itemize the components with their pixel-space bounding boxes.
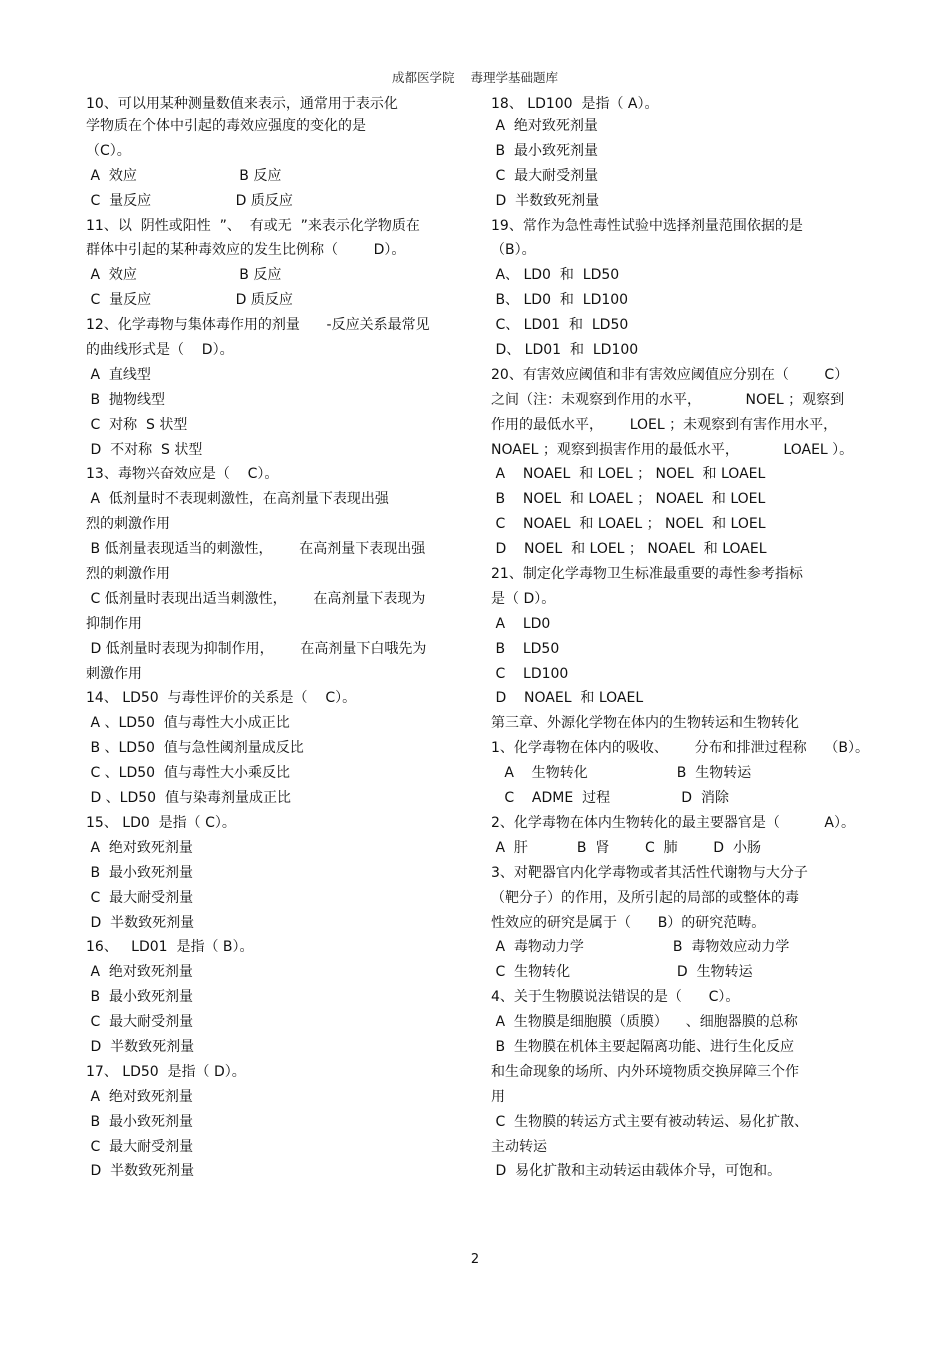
text-line: 烈的刺激作用	[86, 516, 170, 533]
text-line: NOAEL ；观察到损害作用的最低水平， LOAEL ）。	[491, 441, 854, 458]
text-line: C 量反应 D 质反应	[86, 192, 293, 209]
left-column	[86, 92, 458, 1184]
text-line: B 低剂量表现适当的刺激性， 在高剂量下表现出强	[86, 541, 426, 558]
text-line: A 、LD50 值与毒性大小成正比	[86, 715, 290, 732]
text-line: 之间（注：未观察到作用的水平， NOEL ；观察到	[491, 391, 845, 408]
text-line: A NOAEL 和 LOEL ； NOEL 和 LOAEL	[491, 466, 766, 483]
text-line: 12、化学毒物与集体毒作用的剂量 -反应关系最常见	[86, 317, 430, 334]
text-line: A 低剂量时不表现刺激性，在高剂量下表现出强	[86, 491, 389, 508]
text-line: C NOAEL 和 LOAEL ； NOEL 和 LOEL	[491, 516, 766, 533]
text-line: B、 LD0 和 LD100	[491, 292, 629, 309]
text-line: C ADME 过程 D 消除	[491, 790, 729, 807]
text-line: A 绝对致死剂量	[86, 839, 193, 856]
text-line: C 最大耐受剂量	[491, 167, 599, 184]
text-line: 10、可以用某种测量数值来表示，通常用于表示化	[86, 96, 398, 112]
text-line: D 半数致死剂量	[86, 1163, 195, 1180]
text-line: C 最大耐受剂量	[86, 889, 194, 906]
text-line: B NOEL 和 LOAEL ； NOAEL 和 LOEL	[491, 491, 766, 508]
text-line: A、 LD0 和 LD50	[491, 267, 620, 284]
text-line: C 对称 S 状型	[86, 416, 188, 433]
text-line: 性效应的研究是属于（ B）的研究范畴。	[491, 914, 766, 931]
page-number: 2	[470, 1252, 480, 1267]
text-line: 烈的刺激作用	[86, 566, 170, 583]
text-line: 主动转运	[491, 1138, 547, 1155]
text-line: 抑制作用	[86, 615, 142, 632]
text-line: 19、常作为急性毒性试验中选择剂量范围依据的是	[491, 217, 803, 234]
text-line: 作用的最低水平， LOEL ；未观察到有害作用水平，	[491, 416, 838, 433]
text-line: 16、 LD01 是指（ B）。	[86, 939, 254, 956]
text-line: D 半数致死剂量	[86, 914, 195, 931]
text-line: 15、 LD0 是指（ C）。	[86, 814, 236, 831]
text-line: B 最小致死剂量	[86, 864, 193, 881]
text-line: D NOEL 和 LOEL ； NOAEL 和 LOAEL	[491, 541, 767, 558]
text-line: A 生物转化 B 生物转运	[491, 765, 752, 782]
text-line: 群体中引起的某种毒效应的发生比例称（ D）。	[86, 242, 406, 259]
text-line: （B）。	[491, 242, 536, 259]
text-line: 用	[491, 1088, 505, 1105]
text-line: B LD50	[491, 640, 560, 657]
text-line: C 生物膜的转运方式主要有被动转运、易化扩散、	[491, 1113, 809, 1130]
text-line: B 最小致死剂量	[86, 989, 193, 1006]
text-line: 11、以 阴性或阳性 ”、 有或无 ”来表示化学物质在	[86, 217, 420, 234]
text-line: D、 LD01 和 LD100	[491, 342, 639, 359]
text-line: C 最大耐受剂量	[86, 1138, 194, 1155]
header-title: 毒理学基础题库	[470, 70, 558, 85]
text-line: C 生物转化 D 生物转运	[491, 964, 753, 981]
text-line: A 直线型	[86, 366, 151, 383]
text-line: C LD100	[491, 665, 569, 682]
text-line: B 生物膜在机体主要起隔离功能、进行生化反应	[491, 1038, 794, 1055]
text-line: 13、毒物兴奋效应是（ C）。	[86, 466, 279, 483]
text-line: 4、关于生物膜说法错误的是（ C）。	[491, 989, 740, 1006]
text-line: B 抛物线型	[86, 391, 165, 408]
text-line: A 绝对致死剂量	[86, 1088, 193, 1105]
text-line: 刺激作用	[86, 665, 142, 682]
text-line: C 、LD50 值与毒性大小乘反比	[86, 765, 290, 782]
text-line: B 最小致死剂量	[491, 142, 598, 159]
text-line: （靶分子）的作用，及所引起的局部的或整体的毒	[491, 889, 799, 906]
text-line: 是（ D）。	[491, 590, 556, 607]
text-line: 20、有害效应阈值和非有害效应阈值应分别在（ C）	[491, 366, 849, 383]
text-line: 2、化学毒物在体内生物转化的最主要器官是（ A）。	[491, 814, 855, 831]
text-line: D 、LD50 值与染毒剂量成正比	[86, 790, 291, 807]
text-line: B 最小致死剂量	[86, 1113, 193, 1130]
text-line: A 效应 B 反应	[86, 267, 282, 284]
text-line: 1、化学毒物在体内的吸收、 分布和排泄过程称 （B）。	[491, 740, 870, 757]
text-line: A 效应 B 反应	[86, 167, 282, 184]
page-header	[0, 68, 950, 86]
text-line: B 、LD50 值与急性阈剂量成反比	[86, 740, 304, 757]
text-line: （C）。	[86, 142, 131, 159]
text-line: C 低剂量时表现出适当刺激性， 在高剂量下表现为	[86, 590, 426, 607]
text-line: 学物质在个体中引起的毒效应强度的变化的是	[86, 118, 366, 134]
text-line: A 绝对致死剂量	[86, 964, 193, 981]
text-line: 的曲线形式是（ D）。	[86, 342, 234, 359]
text-line: A LD0	[491, 615, 551, 632]
text-line: 和生命现象的场所、内外环境物质交换屏障三个作	[491, 1063, 799, 1080]
text-line: A 生物膜是细胞膜（质膜） 、细胞器膜的总称	[491, 1014, 798, 1031]
text-line: D NOAEL 和 LOAEL	[491, 690, 644, 707]
text-line: D 低剂量时表现为抑制作用， 在高剂量下白哦先为	[86, 640, 427, 657]
text-line: 17、 LD50 是指（ D）。	[86, 1063, 246, 1080]
text-line: D 半数致死剂量	[86, 1038, 195, 1055]
text-line: 第三章、外源化学物在体内的生物转运和生物转化	[491, 715, 799, 732]
text-line: 14、 LD50 与毒性评价的关系是（ C）。	[86, 690, 357, 707]
text-line: C、 LD01 和 LD50	[491, 317, 629, 334]
text-line: C 最大耐受剂量	[86, 1014, 194, 1031]
right-column	[491, 92, 873, 1184]
text-line: 18、 LD100 是指（ A）。	[491, 96, 659, 112]
text-line: C 量反应 D 质反应	[86, 292, 293, 309]
header-school: 成都医学院	[391, 70, 455, 85]
text-line: D 易化扩散和主动转运由载体介导，可饱和。	[491, 1163, 782, 1180]
text-line: A 绝对致死剂量	[491, 118, 598, 134]
text-line: D 半数致死剂量	[491, 192, 600, 209]
text-line: A 毒物动力学 B 毒物效应动力学	[491, 939, 790, 956]
text-line: 21、制定化学毒物卫生标准最重要的毒性参考指标	[491, 566, 803, 583]
text-line: 3、对靶器官内化学毒物或者其活性代谢物与大分子	[491, 864, 808, 881]
text-line: D 不对称 S 状型	[86, 441, 203, 458]
text-line: A 肝 B 肾 C 肺 D 小肠	[491, 839, 761, 856]
